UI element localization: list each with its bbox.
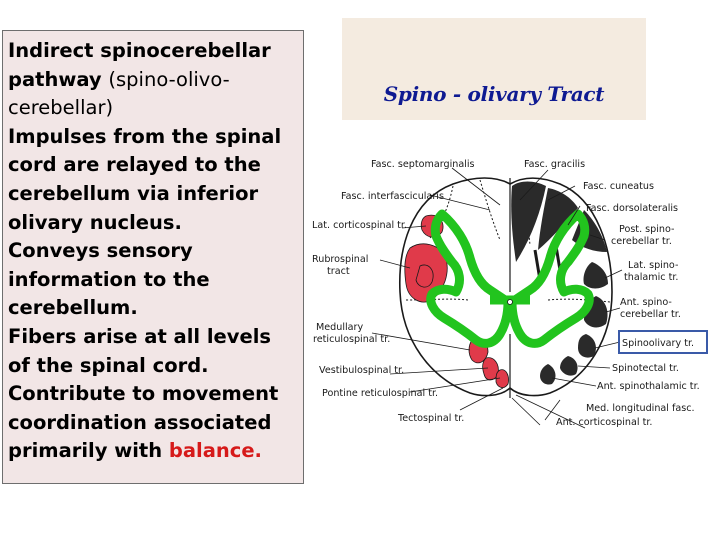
text-line: cord are relayed to the [8,153,261,177]
label-post-spinocerebellar-1: Post. spino- [619,224,675,235]
text-line: cerebellum. [8,296,138,320]
label-lat-spinothalamic-1: Lat. spino- [628,260,679,271]
label-rubrospinal-1: Rubrospinal [312,254,369,265]
label-rubrospinal-2: tract [327,266,350,277]
text-line: cerebellar) [8,96,114,120]
text-line: Contribute to movement [8,382,279,406]
text-line: information to the [8,267,210,291]
label-tectospinal: Tectospinal tr. [398,413,465,424]
label-fasc-septomarginalis: Fasc. septomarginalis [371,159,475,170]
text-line: olivary nucleus. [8,210,182,234]
text-span: primarily with [8,439,169,463]
highlight-word: balance. [168,439,262,463]
label-lat-corticospinal: Lat. corticospinal tr. [312,220,408,231]
label-medullary-reticulospinal-2: reticulospinal tr. [313,334,391,345]
text-line: Fibers arise at all levels [8,324,272,348]
text-span: (spino-olivo- [108,67,230,91]
text-line: Conveys sensory [8,239,193,263]
label-fasc-dorsolateralis: Fasc. dorsolateralis [586,203,679,214]
label-ant-spinocerebellar-1: Ant. spino- [620,297,672,308]
text-line: Indirect spinocerebellar [8,39,271,62]
label-ant-spinocerebellar-2: cerebellar tr. [620,309,681,320]
label-med-longitudinal: Med. longitudinal fasc. [586,403,695,414]
label-fasc-gracilis: Fasc. gracilis [524,159,586,170]
text-line: coordination associated [8,410,272,434]
label-post-spinocerebellar-2: cerebellar tr. [611,236,672,247]
text-line: cerebellum via inferior [8,181,259,205]
label-medullary-reticulospinal-1: Medullary [316,322,364,333]
slide-title: Spino - olivary Tract [383,82,605,106]
label-fasc-cuneatus: Fasc. cuneatus [583,181,654,192]
label-ant-spinothalamic: Ant. spinothalamic tr. [597,381,700,392]
label-spinotectal: Spinotectal tr. [612,363,679,374]
label-spinoolivary: Spinoolivary tr. [622,338,695,349]
label-lat-spinothalamic-2: thalamic tr. [624,272,679,283]
label-vestibulospinal: Vestibulospinal tr. [319,365,405,376]
label-ant-corticospinal: Ant. corticospinal tr. [556,417,653,428]
text-span: pathway [8,67,109,91]
label-fasc-interfascicularis: Fasc. interfascicularis [341,191,444,202]
text-line: of the spinal cord. [8,353,209,377]
text-line: Impulses from the spinal [8,124,282,148]
label-pontine-reticulospinal: Pontine reticulospinal tr. [322,388,439,399]
central-canal [508,300,513,305]
